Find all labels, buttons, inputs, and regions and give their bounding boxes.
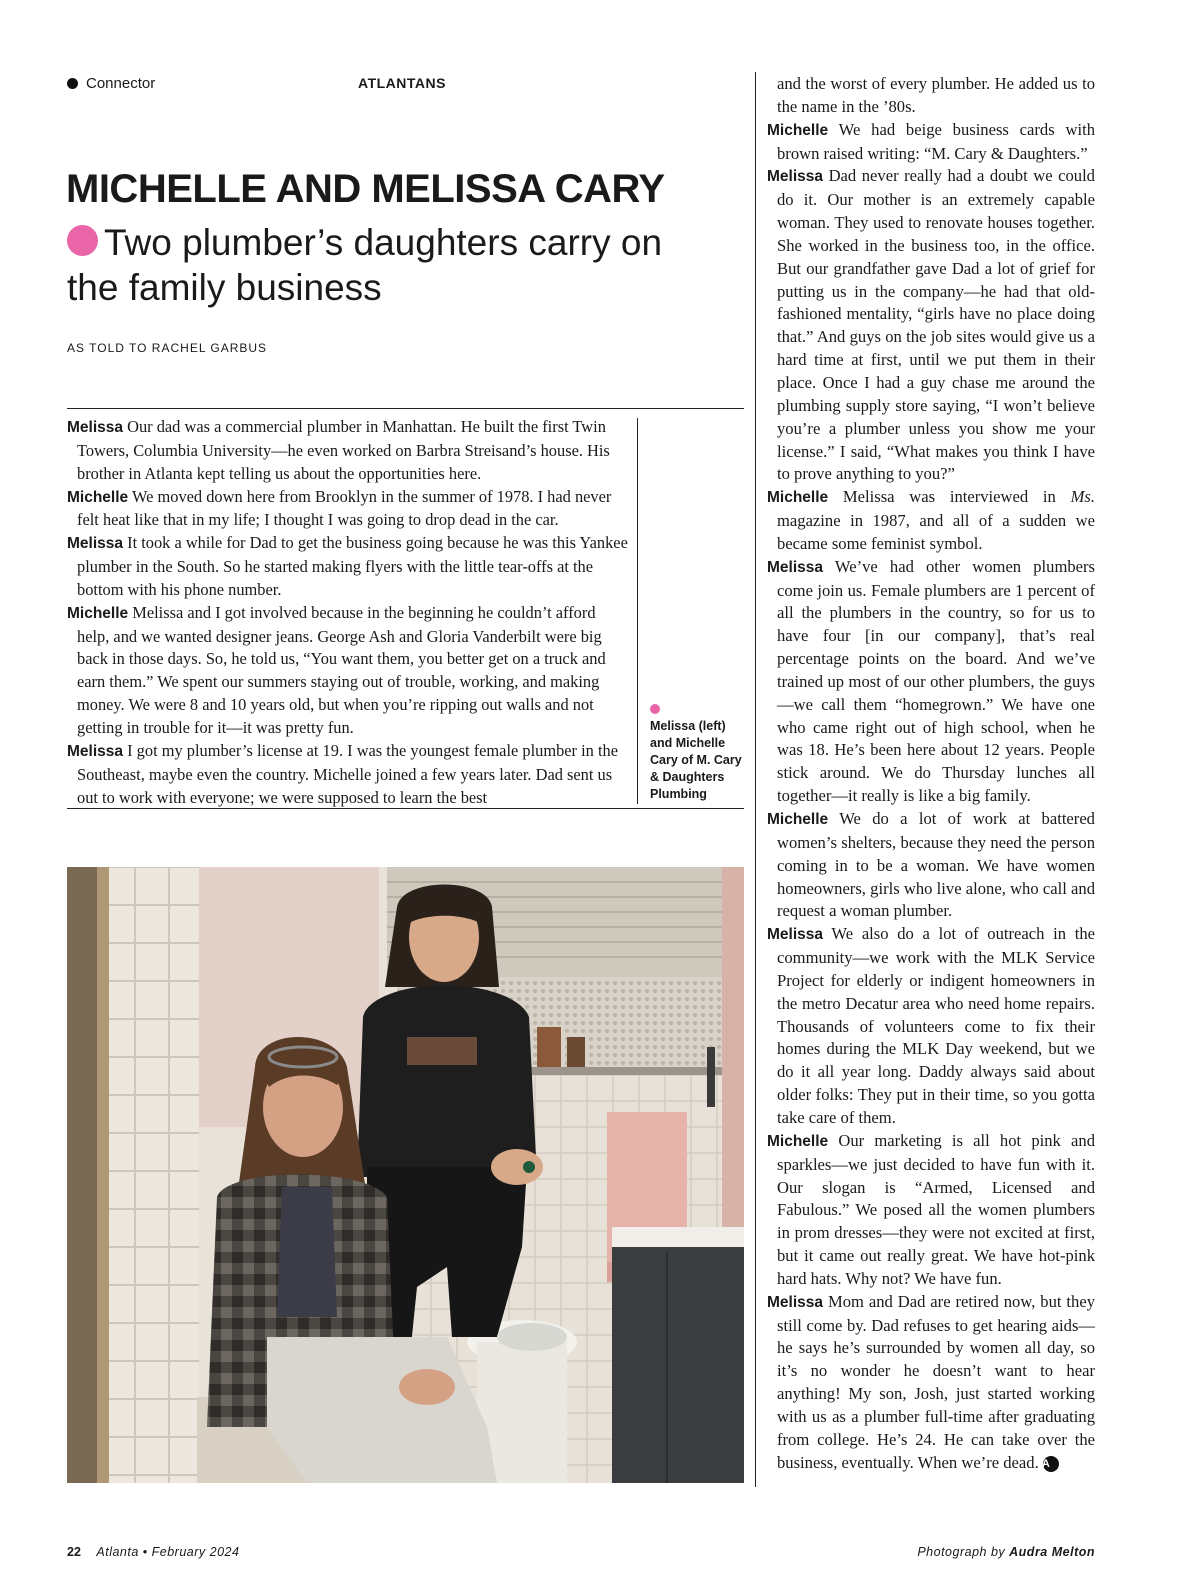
- speaker-name: Michelle: [767, 811, 829, 828]
- quote-paragraph: [67, 602, 629, 740]
- footer-folio: [67, 1545, 239, 1559]
- pink-dot-icon: [67, 225, 98, 256]
- dek: [67, 220, 707, 310]
- quote-text: I got my plumber’s license at 19. I was the youngest female plumber in the Southeast, maybe even the country. Michelle joined a few years later. Dad sent us out to work with everyone; we were supposed to learn the best: [77, 740, 618, 807]
- speaker-name: Michelle: [67, 604, 129, 622]
- body-column-left: [67, 416, 629, 809]
- quote-text: We also do a lot of outreach in the community—we work with the MLK Service Project for elderly or indigent homeowners in the metro Decatur area who need home repairs. Thousands of volunteers come to fix their homes during the MLK Day weekend, but we do it all year long. Daddy always said about older folks: They put in their time, so you gotta take care of them.: [777, 924, 1095, 1127]
- credit-prefix: Photograph by: [917, 1545, 1006, 1559]
- quote-paragraph: [767, 119, 1095, 166]
- quote-text: Melissa and I got involved because in the beginning he couldn’t afford help, and we wanted designer jeans. George Ash and Gloria Vanderbilt were big back in those days. So, he told us, “You want them, you better get on a truck and earn them.” We spent our summers staying out of trouble, working, and making money. We were 8 and 10 years old, but when you’re ripping out walls and not getting in trouble for it—it was pretty fun.: [77, 602, 606, 737]
- quote-text: We had beige business cards with brown raised writing: “M. Cary & Daughters.”: [777, 119, 1095, 163]
- bullet-icon: [67, 78, 78, 89]
- publication-date: Atlanta • February 2024: [96, 1545, 240, 1559]
- quote-paragraph: [767, 923, 1095, 1130]
- photographer-name: Audra Melton: [1009, 1545, 1095, 1559]
- page-number: 22: [67, 1545, 81, 1559]
- speaker-name: Michelle: [67, 488, 129, 506]
- end-mark-icon: A: [1043, 1456, 1059, 1472]
- photo-caption: [650, 704, 750, 803]
- quote-text: magazine in 1987, and all of a sudden we became some feminist symbol.: [777, 511, 1095, 553]
- speaker-name: Melissa: [67, 535, 124, 553]
- quote-text: Dad never really had a doubt we could do it. Our mother is an extremely capable woman. They used to renovate houses together. She worked in the business too, in the office. But our grandfather gave Dad a lot of grief for putting us in the company—he had that old-fashioned mentality, “girls have no place doing that.” And guys on the job sites would give us a hard time at first, until we put them in their place. Once I had a guy chase me around the plumbing supply store saying, “I won’t believe you’re a plumber unless you show me your license.” I said, “What makes you think I have to prove anything to you?”: [777, 166, 1095, 484]
- body-column-right: [767, 73, 1095, 1474]
- speaker-name: Michelle: [767, 489, 829, 507]
- photo-credit: [917, 1545, 1095, 1559]
- photo-cary-sisters: [67, 867, 744, 1483]
- speaker-name: Melissa: [767, 168, 824, 186]
- quote-text: We do a lot of work at battered women’s shelters, because they need the person coming in to be a woman. We have women homeowners, girls who live alone, who call and request a woman plumber.: [777, 809, 1095, 921]
- pink-dot-icon: [650, 704, 660, 714]
- quote-text: We’ve had other women plumbers come join us. Female plumbers are 1 percent of all the plumbers in the country, so for us to have four [in our company], that’s real percentage points on the board. And we’ve trained up most of our other plumbers, the guys—we call them “homegrown.” We have one who came right out of high school, when he was 18. He’s been here about 12 years. People stick around. We do Thursday lunches all together—it really is like a big family.: [777, 556, 1096, 806]
- speaker-name: Melissa: [67, 419, 124, 436]
- section-name: Connector: [86, 75, 156, 92]
- speaker-name: Melissa: [767, 926, 824, 944]
- quote-paragraph: [767, 486, 1095, 556]
- speaker-name: Melissa: [67, 742, 124, 760]
- quote-paragraph: [67, 740, 629, 810]
- quote-text: Our dad was a commercial plumber in Manhattan. He built the first Twin Towers, Columbia University—he even worked on Barbra Streisand’s house. His brother in Atlanta kept telling us about the opportunities here.: [77, 417, 610, 483]
- quote-paragraph: [767, 556, 1095, 808]
- quote-text: It took a while for Dad to get the business going because he was this Yankee plumber in the South. So he started making flyers with the little tear-offs at the bottom with his phone number.: [77, 533, 628, 599]
- divider-top: [67, 408, 744, 409]
- quote-paragraph: [767, 165, 1095, 486]
- speaker-name: Michelle: [767, 1132, 829, 1150]
- section-label: [67, 75, 155, 92]
- headline: MICHELLE AND MELISSA CARY: [66, 167, 665, 211]
- quote-paragraph: [767, 1291, 1095, 1475]
- divider-caption: [637, 418, 638, 804]
- quote-paragraph: [767, 808, 1095, 923]
- quote-paragraph: [67, 416, 629, 486]
- byline: AS TOLD TO RACHEL GARBUS: [67, 341, 268, 355]
- magazine-title: Ms.: [1070, 487, 1095, 507]
- speaker-name: Melissa: [767, 558, 824, 576]
- speaker-name: Melissa: [767, 1293, 824, 1311]
- quote-paragraph: [67, 532, 629, 602]
- department-label: ATLANTANS: [358, 75, 446, 91]
- quote-text: Mom and Dad are retired now, but they still come by. Dad refuses to get hearing aids—he says he’s surrounded by women all day, so it’s no wonder he doesn’t want to hear anything! My son, Josh, just started working with us as a plumber full-time after graduating from college. He’s 24. He can take over the business, eventually. When we’re dead.: [777, 1291, 1095, 1472]
- bathroom-photo-illustration: [67, 867, 744, 1483]
- caption-text: Melissa (left) and Michelle Cary of M. Cary & Daughters Plumbing: [650, 719, 742, 801]
- quote-paragraph: [67, 486, 629, 533]
- continued-text: and the worst of every plumber. He added us to the name in the ’80s.: [777, 74, 1095, 116]
- quote-text: Our marketing is all hot pink and sparkles—we just decided to have fun with it. Our slogan is “Armed, Licensed and Fabulous.” We posed all the women plumbers in prom dresses—they were not excited at first, but it came out really great. We have hot-pink hard hats. Why not? We have fun.: [777, 1130, 1095, 1288]
- quote-text: Melissa was interviewed in: [842, 487, 1056, 507]
- dek-text: Two plumber’s daughters carry on the family business: [67, 222, 663, 308]
- divider-column: [755, 72, 756, 1487]
- speaker-name: Michelle: [767, 121, 829, 139]
- quote-text: We moved down here from Brooklyn in the summer of 1978. I had never felt heat like that in my life; I thought I was going to drop dead in the car.: [77, 486, 612, 530]
- quote-paragraph: [767, 1130, 1095, 1291]
